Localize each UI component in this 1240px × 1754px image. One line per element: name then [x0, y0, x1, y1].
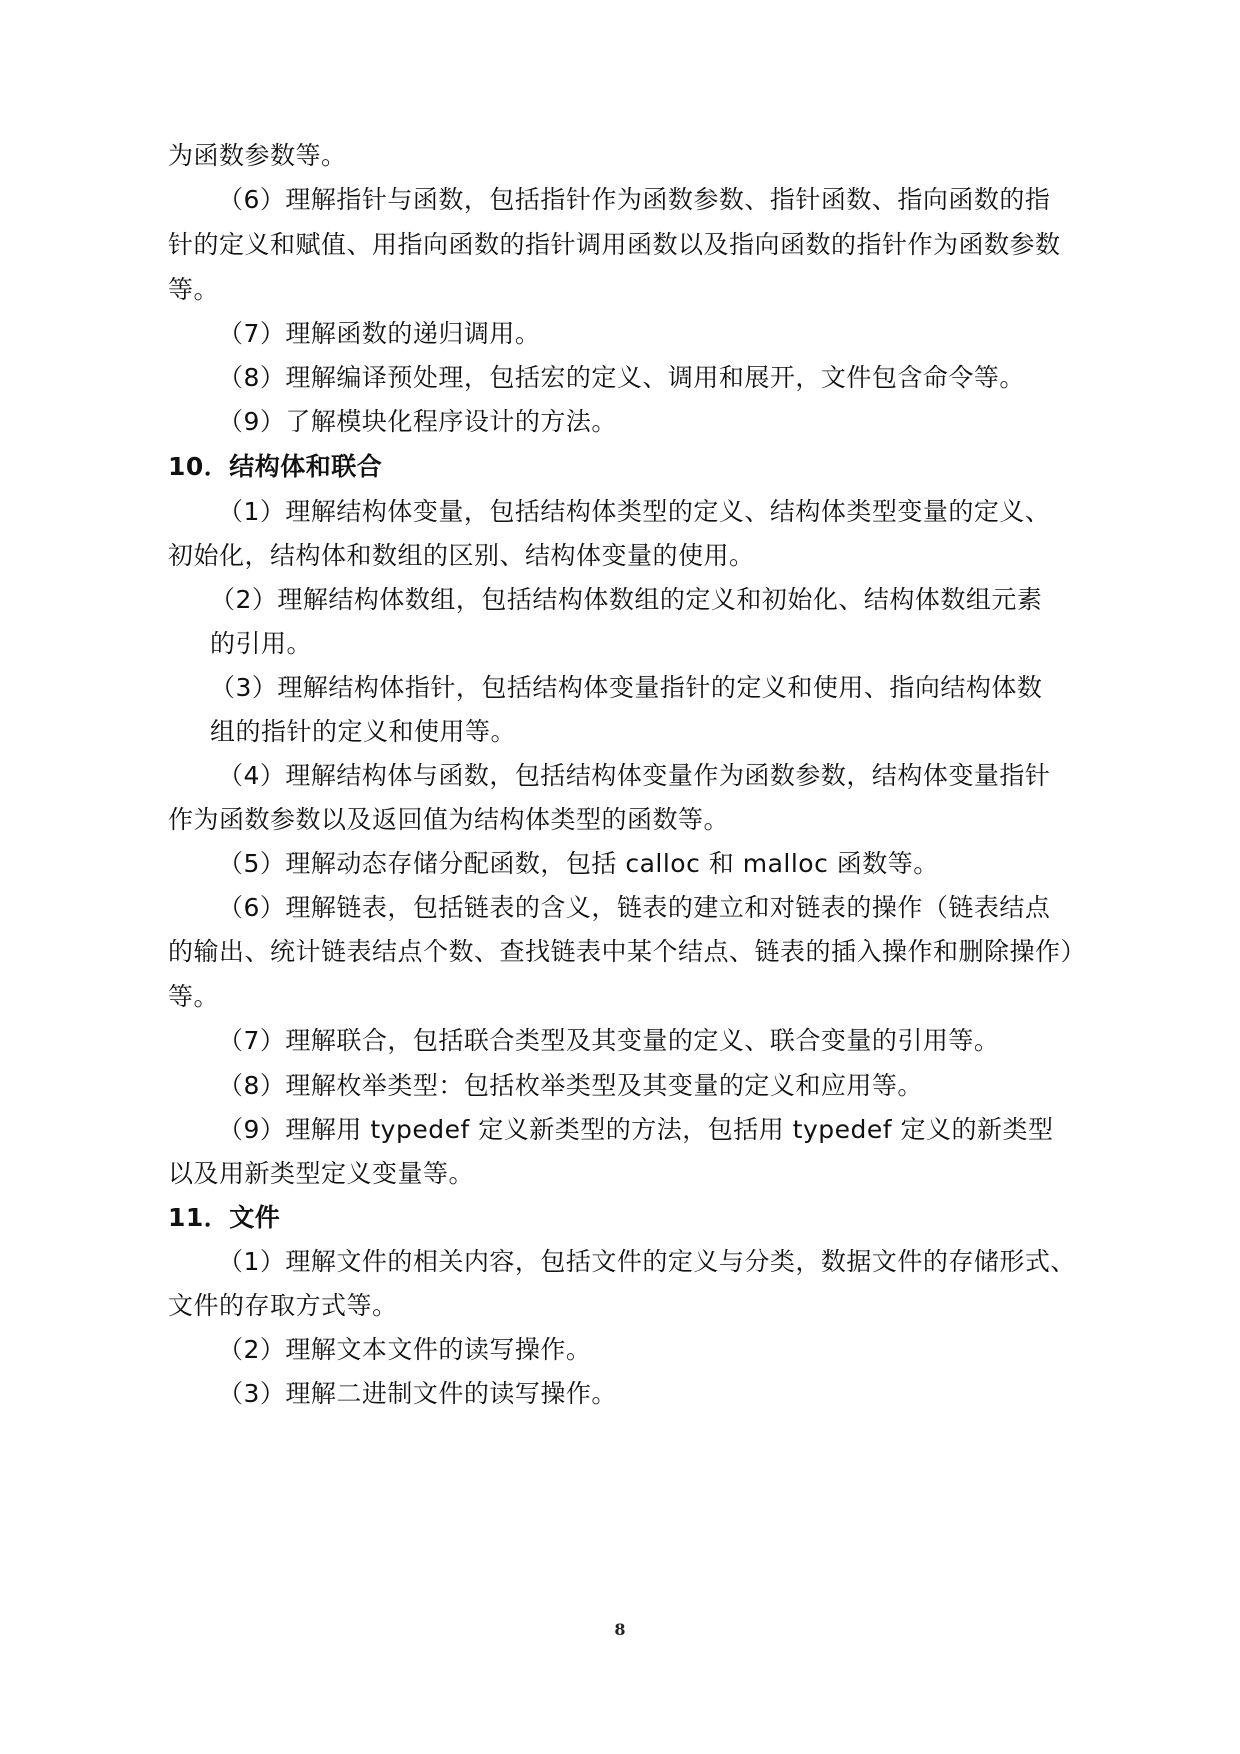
- text-line: （2）理解文本文件的读写操作。: [218, 1335, 592, 1364]
- text-line: （8）理解编译预处理，包括宏的定义、调用和展开，文件包含命令等。: [218, 363, 1025, 392]
- text-line: 初始化，结构体和数组的区别、结构体变量的使用。: [168, 541, 755, 570]
- text-line: （1）理解结构体变量，包括结构体类型的定义、结构体类型变量的定义、: [218, 497, 1051, 526]
- text-line: （4）理解结构体与函数，包括结构体变量作为函数参数，结构体变量指针: [218, 761, 1051, 790]
- text-line: （1）理解文件的相关内容，包括文件的定义与分类，数据文件的存储形式、: [218, 1247, 1076, 1276]
- text-line: 作为函数参数以及返回值为结构体类型的函数等。: [168, 805, 730, 834]
- text-line: 文件的存取方式等。: [168, 1291, 398, 1320]
- text-line: （3）理解结构体指针，包括结构体变量指针的定义和使用、指向结构体数: [210, 673, 1043, 702]
- page-number: 8: [614, 1620, 626, 1639]
- text-line: 针的定义和赋值、用指向函数的指针调用函数以及指向函数的指针作为函数参数: [168, 230, 1061, 259]
- text-line: （9）理解用 typedef 定义新类型的方法，包括用 typedef 定义的新类型: [218, 1115, 1054, 1144]
- text-line: 组的指针的定义和使用等。: [210, 717, 517, 746]
- text-line: （3）理解二进制文件的读写操作。: [218, 1379, 617, 1408]
- section-heading: 11．文件: [168, 1203, 281, 1232]
- text-line: 以及用新类型定义变量等。: [168, 1159, 475, 1188]
- text-line: 等。: [168, 275, 220, 304]
- text-line: （6）理解指针与函数，包括指针作为函数参数、指针函数、指向函数的指: [218, 185, 1051, 214]
- text-line: （5）理解动态存储分配函数，包括 calloc 和 malloc 函数等。: [218, 849, 939, 878]
- text-line: （2）理解结构体数组，包括结构体数组的定义和初始化、结构体数组元素: [210, 585, 1043, 614]
- section-heading: 10．结构体和联合: [168, 452, 383, 481]
- text-line: 等。: [168, 982, 220, 1011]
- text-line: （7）理解函数的递归调用。: [218, 319, 541, 348]
- text-line: 为函数参数等。: [168, 141, 347, 170]
- text-line: 的输出、统计链表结点个数、查找链表中某个结点、链表的插入操作和删除操作）: [168, 937, 1087, 966]
- text-line: （7）理解联合，包括联合类型及其变量的定义、联合变量的引用等。: [218, 1026, 1000, 1055]
- text-line: （8）理解枚举类型：包括枚举类型及其变量的定义和应用等。: [218, 1071, 923, 1100]
- text-line: （9）了解模块化程序设计的方法。: [218, 407, 617, 436]
- text-line: 的引用。: [210, 629, 313, 658]
- text-line: （6）理解链表，包括链表的含义，链表的建立和对链表的操作（链表结点: [218, 893, 1051, 922]
